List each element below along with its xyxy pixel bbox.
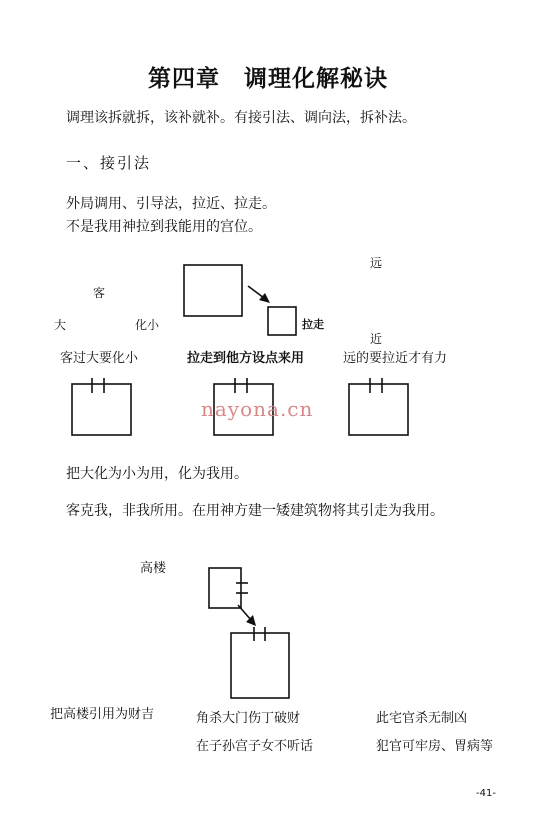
caption-bottom-mid-2: 在子孙宫子女不听话 (196, 739, 314, 754)
page-title: 第四章 调理化解秘诀 (148, 66, 388, 92)
label-huaxiao: 化小 (135, 318, 160, 332)
big-house-box (184, 265, 242, 316)
caption-bottom-right-2: 犯官可牢房、胃病等 (376, 739, 494, 754)
section-heading: 一、接引法 (66, 154, 152, 172)
label-lazou: 拉走 (302, 318, 324, 331)
page-number: -41- (476, 788, 496, 799)
caption-bottom-left: 把高楼引用为财吉 (50, 707, 155, 722)
arrow-line-2 (238, 605, 251, 620)
caption-middle: 拉走到他方设点来用 (187, 351, 305, 366)
body-line-1: 外局调用、引导法，拉近、拉走。 (66, 196, 276, 212)
house-box-left (72, 384, 131, 435)
mid-text-1: 把大化为小为用，化为我用。 (66, 466, 248, 482)
tall-building-box (209, 568, 241, 608)
caption-right: 远的要拉近才有力 (343, 351, 448, 366)
house-box-bottom (231, 633, 289, 698)
mid-text-2: 客克我，非我所用。在用神方建一矮建筑物将其引走为我用。 (66, 503, 444, 519)
label-da: 大 (54, 318, 67, 332)
label-ke: 客 (93, 286, 106, 300)
house-box-right (349, 384, 408, 435)
small-house-box (268, 307, 296, 335)
caption-bottom-mid-1: 角杀大门伤丁破财 (196, 711, 301, 726)
arrow-line-1 (248, 286, 264, 298)
label-jin: 近 (370, 332, 383, 346)
body-line-2: 不是我用神拉到我能用的宫位。 (66, 219, 262, 235)
label-gaolou: 高楼 (140, 561, 167, 576)
label-yuan: 远 (370, 256, 383, 270)
watermark: nayona.cn (201, 397, 314, 421)
caption-bottom-right-1: 此宅官杀无制凶 (376, 711, 468, 726)
caption-left: 客过大要化小 (60, 351, 139, 366)
intro-text: 调理该拆就拆，该补就补。有接引法、调向法，拆补法。 (66, 110, 416, 126)
